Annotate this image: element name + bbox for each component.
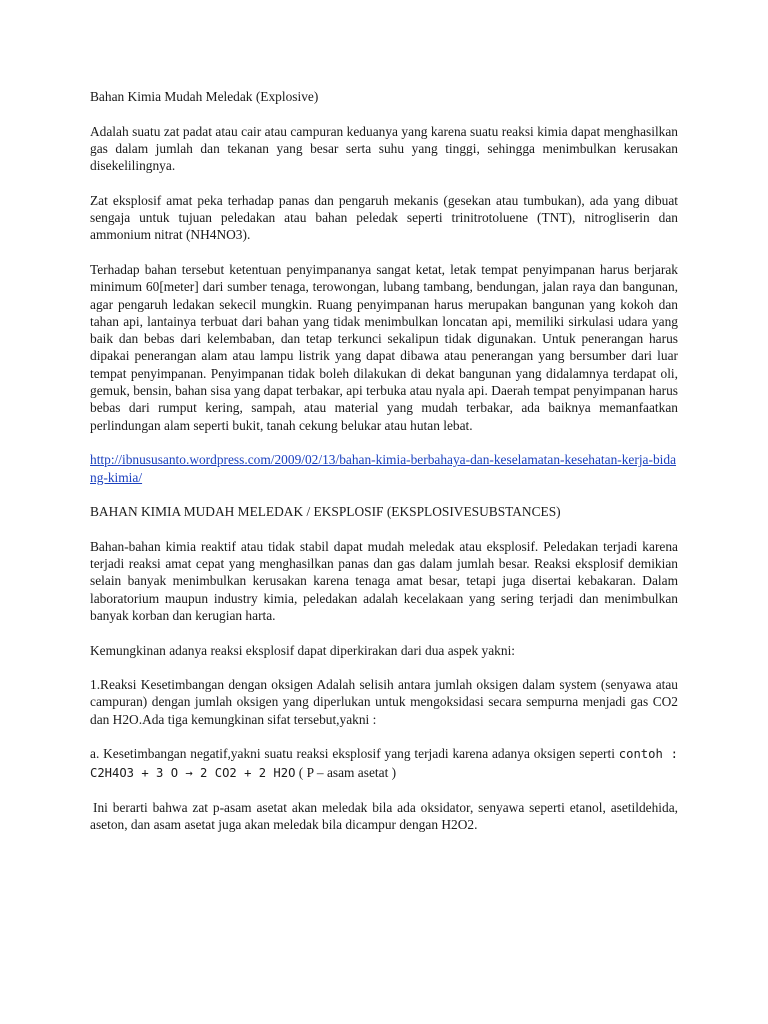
paragraph-conclusion: Ini berarti bahwa zat p-asam asetat akan meledak bila ada oksidator, senyawa seperti etanol, asetildehida, aseton, dan asam asetat juga akan meledak bila dicampur dengan H2O2. [90,800,678,833]
document-title: Bahan Kimia Mudah Meledak (Explosive) [90,89,319,104]
paragraph-aspects: Kemungkinan adanya reaksi eksplosif dapat diperkirakan dari dua aspek yakni: [90,642,516,658]
paragraph-negative-balance [90,745,678,782]
paragraph-sensitivity: Zat eksplosif amat peka terhadap panas dan pengaruh mekanis (gesekan atau tumbukan), ada yang dibuat sengaja untuk tujuan peledakan atau bahan peledak seperti trinitrotoluene (TNT), nitrogliserin dan ammonium nitrat (NH4NO3). [90,192,678,243]
negative-balance-text: a. Kesetimbangan negatif,yakni suatu reaksi eksplosif yang terjadi karena adanya oksigen seperti [90,746,615,762]
paragraph-oxygen-balance: 1.Reaksi Kesetimbangan dengan oksigen Adalah selisih antara jumlah oksigen dalam system (senyawa atau campuran) dengan jumlah oksigen yang diperlukan untuk mengoksidasi secara sempurna menjadi gas CO2 dan H2O.Ada tiga kemungkinan sifat tersebut,yakni : [90,677,678,727]
source-link-paragraph [90,451,678,486]
paragraph-storage: Terhadap bahan tersebut ketentuan penyimpananya sangat ketat, letak tempat penyimpanan harus berjarak minimum 60[meter] dari sumber tenaga, terowongan, lubang tambang, bendungan, jalan raya dan bangunan, agar pengaruh ledakan sekecil mungkin. Ruang penyimpanan harus merupakan bangunan yang kokoh dan tahan api, lantainya terbuat dari bahan yang tidak menimbulkan loncatan api, memiliki sirkulasi udara yang baik dan bebas dari kelembaban, dan tetap terkunci sekalipun tidak digunakan. Untuk penerangan harus dipakai penerangan alam atau lampu listrik yang dapat dibawa atau penerangan yang bersumber dari luar tempat penyimpanan. Penyimpanan tidak boleh dilakukan di dekat bangunan yang didalamnya terdapat oli, gemuk, bensin, bahan sisa yang dapat terbakar, api terbuka atau nyala api. Daerah tempat penyimpanan harus bebas dari rumput kering, sampah, atau material yang mudah terbakar, ada baiknya memanfaatkan perlindungan alam seperti bukit, tanah cekung belukar atau hutan lebat. [90,261,678,433]
paragraph-definition: Adalah suatu zat padat atau cair atau campuran keduanya yang karena suatu reaksi kimia dapat menghasilkan gas dalam jumlah dan tekanan yang besar serta suhu yang tinggi, sehingga menimbulkan kerusakan disekelilingnya. [90,123,678,174]
document-page [90,88,678,851]
source-link[interactable]: http://ibnususanto.wordpress.com/2009/02/13/bahan-kimia-berbahaya-dan-keselamatan-kesehatan-kerja-bidang-kimia/ [90,452,677,485]
reaction-note: ( P – asam asetat ) [295,764,397,780]
reaction-formula: contoh : C2H4O3 + 3 O → 2 CO2 + 2 H2O [90,747,678,780]
section-heading: BAHAN KIMIA MUDAH MELEDAK / EKSPLOSIF (EKSPLOSIVESUBSTANCES) [90,504,561,520]
paragraph-reactive-chemicals: Bahan-bahan kimia reaktif atau tidak stabil dapat mudah meledak atau eksplosif. Peledakan terjadi karena terjadi reaksi amat cepat yang menghasilkan panas dan gas dalam jumlah besar. Reaksi eksplosif demikian selain banyak menimbulkan kerusakan karena tenaga amat besar, tetapi juga disertai kebakaran. Dalam laboratorium maupun industry kimia, peledakan adalah kecelakaan yang sering terjadi dan menimbulkan banyak korban dan kerugian harta. [90,538,678,623]
